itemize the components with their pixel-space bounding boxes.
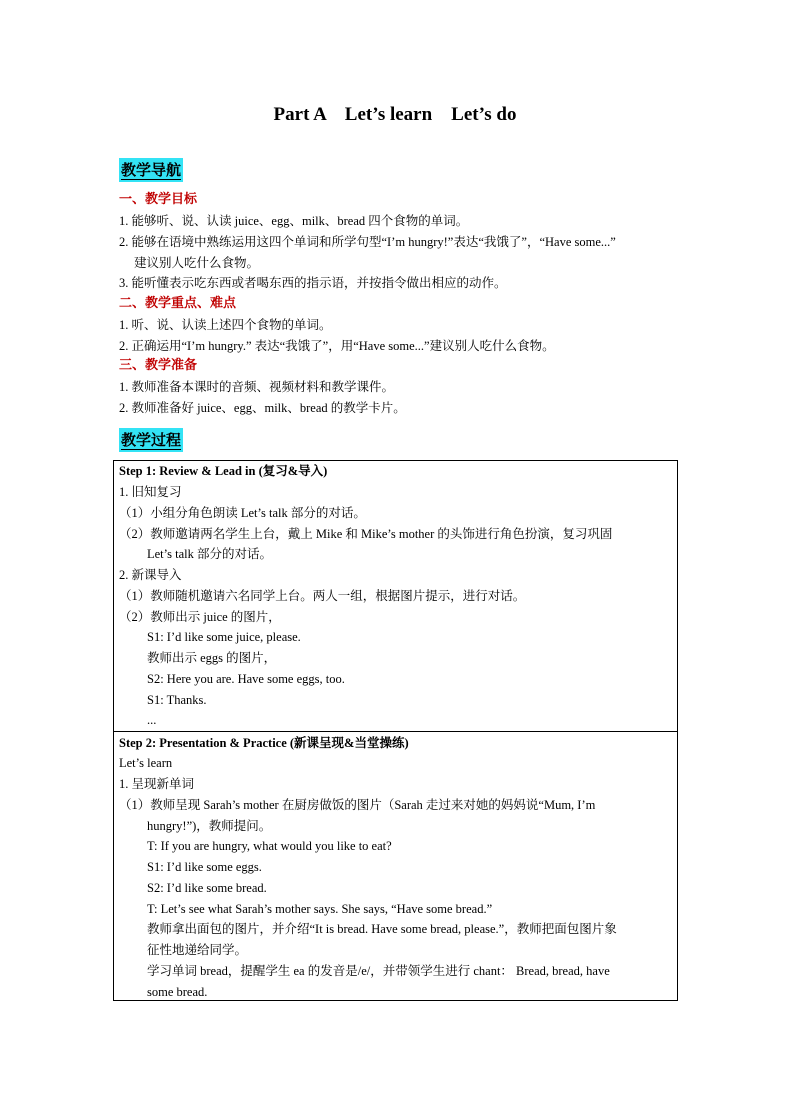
objective-item: 2. 能够在语境中熟练运用这四个单词和所学句型“I’m hungry!”表达“我饿了”，“Have some...”: [119, 235, 616, 249]
step1-line: 教师出示 eggs 的图片，: [147, 651, 277, 665]
key-points-heading: 二、教学重点、难点: [119, 296, 237, 311]
step2-line: S2: I’d like some bread.: [147, 881, 267, 895]
step1-line: S1: I’d like some juice, please.: [147, 630, 301, 644]
page-title: Part A Let’s learn Let’s do: [273, 104, 517, 125]
step2-line: S1: I’d like some eggs.: [147, 860, 262, 874]
step1-line: S2: Here you are. Have some eggs, too.: [147, 672, 345, 686]
step2-line: some bread.: [147, 985, 208, 999]
step1-line: 1. 旧知复习: [119, 485, 182, 499]
table-row-divider: [113, 731, 678, 732]
key-point-item: 2. 正确运用“I’m hungry.” 表达“我饿了”，用“Have some...”建议别人吃什么食物。: [119, 339, 555, 353]
step1-line: ...: [147, 713, 157, 727]
objective-item: 3. 能听懂表示吃东西或者喝东西的指示语，并按指令做出相应的动作。: [119, 276, 507, 290]
step2-line: （1）教师呈现 Sarah’s mother 在厨房做饭的图片（Sarah 走过来对她的妈妈说“Mum, I’m: [119, 798, 596, 812]
step2-title: Step 2: Presentation & Practice (新课呈现&当堂操练): [119, 736, 409, 750]
step2-line: 教师拿出面包的图片，并介绍“It is bread. Have some bread, please.”，教师把面包图片象: [147, 922, 617, 936]
process-section-heading: 教学过程: [119, 428, 183, 452]
step1-title: Step 1: Review & Lead in (复习&导入): [119, 464, 328, 478]
objectives-heading: 一、教学目标: [119, 192, 198, 207]
step1-line: Let’s talk 部分的对话。: [147, 547, 272, 561]
key-point-item: 1. 听、说、认读上述四个食物的单词。: [119, 318, 332, 332]
step1-line: S1: Thanks.: [147, 693, 207, 707]
step2-line: Let’s learn: [119, 756, 173, 770]
objective-item: 建议别人吃什么食物。: [134, 256, 260, 270]
preparation-item: 2. 教师准备好 juice、egg、milk、bread 的教学卡片。: [119, 401, 406, 415]
step1-line: （2）教师出示 juice 的图片，: [119, 610, 281, 624]
step2-line: 征性地递给同学。: [147, 943, 248, 957]
step1-line: （1）教师随机邀请六名同学上台。两人一组，根据图片提示，进行对话。: [119, 589, 526, 603]
preparation-heading: 三、教学准备: [119, 358, 198, 373]
step2-line: T: Let’s see what Sarah’s mother says. She says, “Have some bread.”: [147, 902, 493, 916]
nav-section-heading: 教学导航: [119, 158, 183, 182]
step2-line: T: If you are hungry, what would you like to eat?: [147, 839, 392, 853]
preparation-item: 1. 教师准备本课时的音频、视频材料和教学课件。: [119, 380, 395, 394]
step2-line: 1. 呈现新单词: [119, 777, 195, 791]
objective-item: 1. 能够听、说、认读 juice、egg、milk、bread 四个食物的单词。: [119, 214, 469, 228]
step2-line: hungry!”)，教师提问。: [147, 819, 272, 833]
step1-line: （1）小组分角色朗读 Let’s talk 部分的对话。: [119, 506, 366, 520]
step2-line: 学习单词 bread，提醒学生 ea 的发音是/e/，并带领学生进行 chant： Bread, bread, have: [147, 964, 610, 978]
step1-line: （2）教师邀请两名学生上台，戴上 Mike 和 Mike’s mother 的头饰进行角色扮演，复习巩固: [119, 527, 613, 541]
step1-line: 2. 新课导入: [119, 568, 182, 582]
